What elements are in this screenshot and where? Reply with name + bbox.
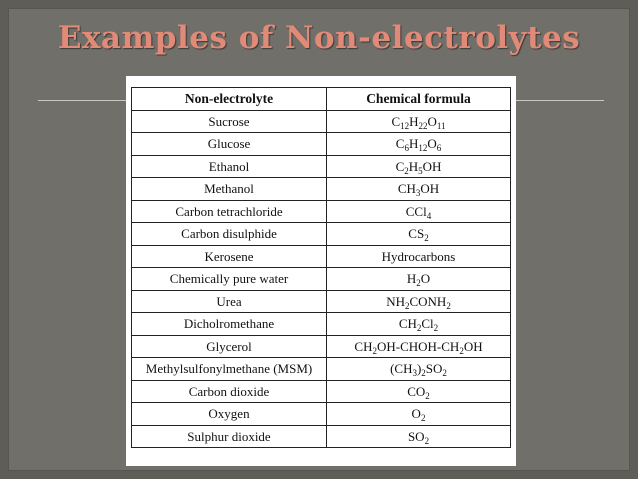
compound-name: Chemically pure water	[132, 268, 327, 291]
formula-text: H	[409, 113, 419, 129]
chemical-formula	[327, 200, 511, 223]
table-row	[132, 425, 511, 448]
compound-name: Dicholromethane	[132, 313, 327, 336]
table-row	[132, 335, 511, 358]
formula-text: CO	[407, 383, 426, 399]
formula-subscript: 2	[442, 368, 447, 379]
table-row	[132, 200, 511, 223]
formula-text: CCl	[405, 203, 427, 219]
formula-text: O	[427, 136, 437, 152]
compound-name: Glycerol	[132, 335, 327, 358]
table-row	[132, 155, 511, 178]
table-image	[126, 76, 516, 466]
compound-name: Ethanol	[132, 155, 327, 178]
chemical-formula	[327, 110, 511, 133]
header-non-electrolyte: Non-electrolyte	[132, 88, 327, 111]
compound-name: Glucose	[132, 133, 327, 156]
compound-name: Methanol	[132, 178, 327, 201]
table-row	[132, 290, 511, 313]
table-row	[132, 268, 511, 291]
formula-text: C	[395, 158, 405, 174]
compound-name: Carbon dioxide	[132, 380, 327, 403]
formula-subscript: 11	[436, 120, 446, 131]
formula-subscript: 22	[418, 120, 428, 131]
formula-text: )	[416, 361, 422, 377]
chemical-formula	[327, 358, 511, 381]
formula-text: H	[408, 158, 419, 174]
formula-subscript: 12	[400, 120, 410, 131]
formula-text: Cl	[421, 316, 434, 332]
formula-subscript: 2	[446, 300, 451, 311]
formula-subscript: 2	[372, 345, 377, 356]
formula-text: H	[408, 136, 419, 152]
formula-text: OH	[422, 158, 442, 174]
table-header-row	[132, 88, 511, 111]
compound-name: Oxygen	[132, 403, 327, 426]
formula-subscript: 2	[424, 233, 429, 244]
chemical-formula	[327, 425, 511, 448]
formula-text: Hydrocarbons	[381, 248, 456, 264]
formula-text: CH	[398, 316, 417, 332]
formula-text: O	[420, 271, 431, 287]
formula-text: OH	[420, 181, 440, 197]
chemical-formula	[327, 268, 511, 291]
table-row	[132, 358, 511, 381]
formula-subscript: 2	[404, 165, 409, 176]
formula-text: C	[391, 113, 401, 129]
formula-subscript: 2	[424, 435, 430, 446]
chemical-formula	[327, 178, 511, 201]
table-row	[132, 313, 511, 336]
compound-name: Sucrose	[132, 110, 327, 133]
formula-text: O	[411, 406, 421, 422]
formula-subscript: 2	[416, 278, 421, 289]
formula-subscript: 3	[415, 188, 421, 199]
table-row	[132, 133, 511, 156]
formula-subscript: 2	[420, 413, 426, 424]
formula-subscript: 4	[426, 210, 432, 221]
table-row	[132, 110, 511, 133]
table-row	[132, 380, 511, 403]
table-row	[132, 178, 511, 201]
chemical-formula	[327, 245, 511, 268]
title-divider-right	[514, 100, 604, 101]
table-body	[132, 110, 511, 448]
formula-text: SO	[425, 361, 443, 377]
title-divider-left	[38, 100, 128, 101]
table-row	[132, 223, 511, 246]
chemical-formula	[327, 223, 511, 246]
formula-subscript: 2	[459, 345, 464, 356]
formula-text: CH	[354, 338, 373, 354]
table-row	[132, 245, 511, 268]
formula-text: C	[395, 136, 405, 152]
chemical-formula	[327, 313, 511, 336]
formula-subscript: 2	[433, 323, 439, 334]
header-chemical-formula: Chemical formula	[327, 88, 511, 111]
compound-name: Sulphur dioxide	[132, 425, 327, 448]
chemical-formula	[327, 335, 511, 358]
formula-subscript: 6	[404, 143, 409, 154]
formula-text: CONH	[409, 293, 447, 309]
compound-name: Carbon disulphide	[132, 223, 327, 246]
formula-subscript: 12	[418, 143, 428, 154]
formula-subscript: 2	[421, 368, 426, 379]
chemical-formula	[327, 290, 511, 313]
formula-text: O	[427, 113, 437, 129]
slide-title: Examples of Non-electrolytes	[57, 20, 581, 56]
formula-subscript: 2	[425, 390, 430, 401]
formula-text: OH	[463, 338, 483, 354]
formula-text: SO	[407, 428, 425, 444]
non-electrolytes-table	[131, 87, 511, 448]
chemical-formula	[327, 403, 511, 426]
compound-name: Urea	[132, 290, 327, 313]
formula-text: OH-CHOH-CH	[376, 338, 460, 354]
compound-name: Kerosene	[132, 245, 327, 268]
formula-subscript: 6	[436, 143, 442, 154]
chemical-formula	[327, 133, 511, 156]
table-row	[132, 403, 511, 426]
formula-subscript: 2	[416, 323, 422, 334]
chemical-formula	[327, 380, 511, 403]
formula-text: CS	[408, 226, 425, 242]
compound-name: Carbon tetrachloride	[132, 200, 327, 223]
formula-text: (CH	[390, 361, 413, 377]
formula-subscript: 5	[418, 165, 423, 176]
compound-name: Methylsulfonylmethane (MSM)	[132, 358, 327, 381]
formula-text: H	[406, 271, 417, 287]
formula-text: CH	[397, 181, 416, 197]
formula-subscript: 2	[404, 300, 410, 311]
formula-text: NH	[386, 293, 405, 309]
formula-subscript: 3	[412, 368, 417, 379]
chemical-formula	[327, 155, 511, 178]
